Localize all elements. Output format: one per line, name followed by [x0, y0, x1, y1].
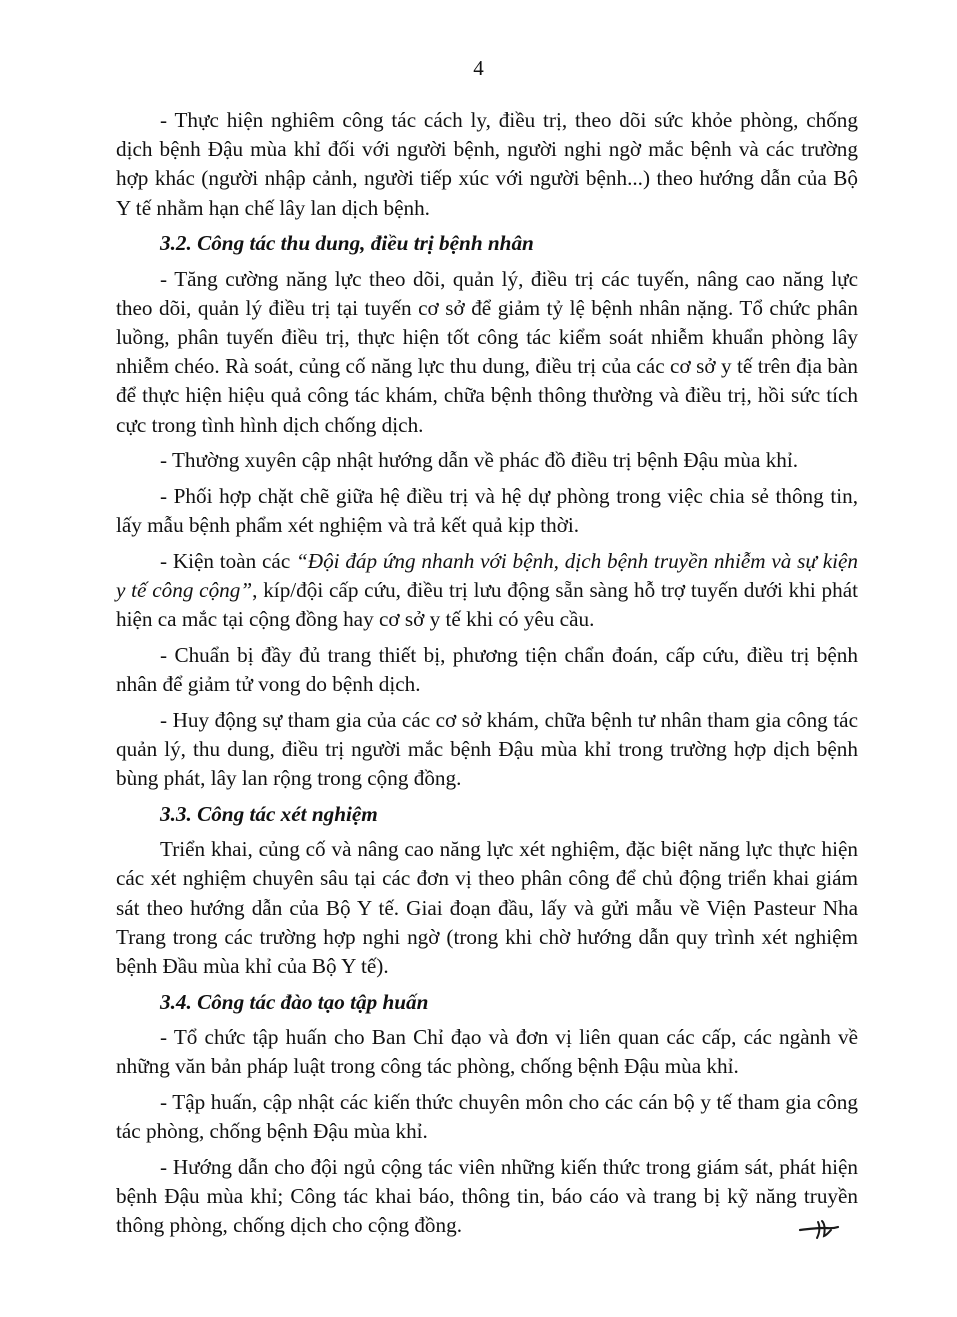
response-team-suffix: , kíp/đội cấp cứu, điều trị lưu động sẵn sàng hỗ trợ tuyến dưới khi phát hiện ca mắc tại cộng đồng hay cơ sở y tế khi có yêu cầu. [116, 578, 858, 632]
paragraph-private-facilities: - Huy động sự tham gia của các cơ sở khám, chữa bệnh tư nhân tham gia công tác quản lý, thu dung, điều trị người mắc bệnh Đậu mùa khỉ trong trường hợp dịch bệnh bùng phát, lây lan rộng trong cộng đồng. [116, 707, 858, 791]
paragraph-capacity: - Tăng cường năng lực theo dõi, quản lý, điều trị các tuyến, nâng cao năng lực theo dõi, quản lý điều trị tại tuyến cơ sở để giảm tỷ lệ bệnh nhân nặng. Tổ chức phân luồng, phân tuyến điều trị, thực hiện tốt công tác kiểm soát nhiễm khuẩn phòng lây nhiễm chéo. Rà soát, củng cố năng lực thu dung, điều trị của các cơ sở y tế trên địa bàn để thực hiện hiệu quả công tác khám, chữa bệnh thông thường và điều trị, hồi sức tích cực trong tình hình dịch chống dịch. [116, 266, 858, 437]
response-team-prefix: - Kiện toàn các [160, 548, 296, 573]
paragraph-coordination: - Phối hợp chặt chẽ giữa hệ điều trị và hệ dự phòng trong việc chia sẻ thông tin, lấy mẫu bệnh phẩm xét nghiệm và trả kết quả kịp thời. [116, 483, 858, 538]
paragraph-response-team [116, 547, 858, 635]
heading-3-3: 3.3. Công tác xét nghiệm [160, 801, 378, 826]
response-team-quote: “Đội đáp ứng nhanh với bệnh, dịch bệnh truyền nhiễm và sự kiện y tế công cộng” [116, 548, 858, 603]
paragraph-isolation: - Thực hiện nghiêm công tác cách ly, điều trị, theo dõi sức khỏe phòng, chống dịch bệnh Đậu mùa khỉ đối với người bệnh, người nghi ngờ mắc bệnh và các trường hợp khác (người nhập cảnh, người tiếp xúc với người bệnh...) theo hướng dẫn của Bộ Y tế nhằm hạn chế lây lan dịch bệnh. [116, 108, 858, 220]
paragraph-equipment: - Chuẩn bị đầy đủ trang thiết bị, phương tiện chẩn đoán, cấp cứu, điều trị bệnh nhân để giảm tử vong do bệnh dịch. [116, 642, 858, 697]
heading-3-2: 3.2. Công tác thu dung, điều trị bệnh nhân [160, 231, 534, 256]
paragraph-training-staff: - Tập huấn, cập nhật các kiến thức chuyên môn cho các cán bộ y tế tham gia công tác phòng, chống bệnh Đậu mùa khỉ. [116, 1089, 858, 1143]
paragraph-testing: Triển khai, củng cố và nâng cao năng lực xét nghiệm, đặc biệt năng lực thực hiện các xét nghiệm chuyên sâu tại các đơn vị theo phân công để chủ động triển khai giám sát theo hướng dẫn của Bộ Y tế. Giai đoạn đầu, lấy và gửi mẫu về Viện Pasteur Nha Trang trong các trường hợp nghi ngờ (trong khi chờ hướng dẫn quy trình xét nghiệm bệnh Đầu mùa khỉ của Bộ Y tế). [116, 837, 858, 978]
heading-3-4: 3.4. Công tác đào tạo tập huấn [160, 989, 429, 1014]
paragraph-training-collaborators: - Hướng dẫn cho đội ngủ cộng tác viên những kiến thức trong giám sát, phát hiện bệnh Đậu mùa khỉ; Công tác khai báo, thông tin, báo cáo và trang bị kỹ năng truyền thông phòng, chống dịch cho cộng đồng. [116, 1154, 858, 1238]
initial-signature-icon [798, 1216, 840, 1242]
paragraph-guidelines: - Thường xuyên cập nhật hướng dẫn về phác đồ điều trị bệnh Đậu mùa khỉ. [160, 448, 799, 473]
page-number: 4 [473, 56, 484, 80]
document-body [116, 106, 858, 1247]
paragraph-training-steering: - Tổ chức tập huấn cho Ban Chỉ đạo và đơn vị liên quan các cấp, các ngành về những văn bản pháp luật trong công tác phòng, chống bệnh Đậu mùa khỉ. [116, 1024, 858, 1079]
